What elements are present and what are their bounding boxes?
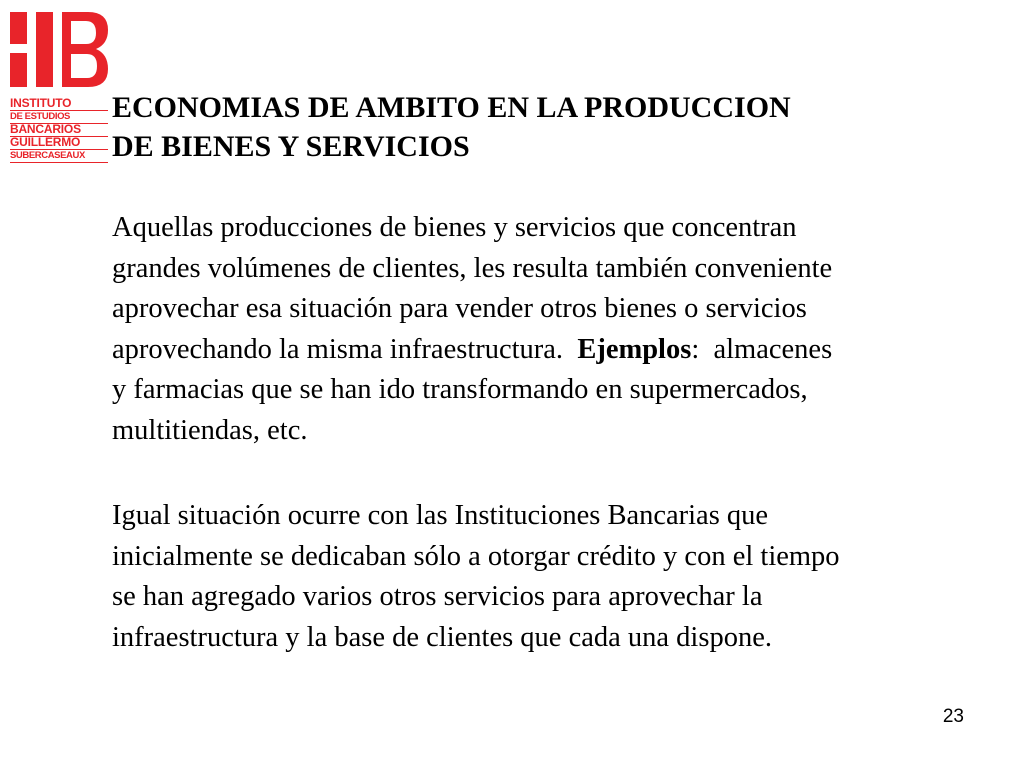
logo-line-4: GUILLERMO xyxy=(10,137,108,150)
paragraph-2-line-3: se han agregado varios otros servicios para aprovechar la xyxy=(112,581,763,612)
paragraph-2-line-4: infraestructura y la base de clientes que cada una dispone. xyxy=(112,621,772,653)
institute-logo xyxy=(10,12,108,162)
paragraph-1-line-5: y farmacias que se han ido transformando en supermercados, xyxy=(112,374,808,405)
paragraph-2 xyxy=(112,496,1002,658)
examples-label: Ejemplos xyxy=(577,333,692,365)
slide-title xyxy=(112,88,791,166)
logo-wordmark xyxy=(10,98,108,163)
slide-title-line-2: DE BIENES Y SERVICIOS xyxy=(112,130,470,163)
paragraph-2-line-1: Igual situación ocurre con las Instituciones Bancarias que xyxy=(112,500,769,531)
paragraph-1-line-4-tail: : almacenes xyxy=(691,333,833,365)
page-number: 23 xyxy=(942,706,964,727)
paragraph-1-line-4 xyxy=(112,330,1002,371)
paragraph-1 xyxy=(112,208,1002,451)
logo-line-1: INSTITUTO xyxy=(10,98,108,111)
paragraph-1-line-1: Aquellas producciones de bienes y servicios que concentran xyxy=(112,212,797,243)
paragraph-2-line-2: inicialmente se dedicaban sólo a otorgar crédito y con el tiempo xyxy=(112,540,840,572)
logo-line-3: BANCARIOS xyxy=(10,124,108,137)
paragraph-1-line-4-text: aprovechando la misma infraestructura. xyxy=(112,333,578,365)
logo-line-5: SUBERCASEAUX xyxy=(10,150,108,163)
paragraph-1-line-3: aprovechar esa situación para vender otros bienes o servicios xyxy=(112,293,807,324)
paragraph-1-line-6: multitiendas, etc. xyxy=(112,414,308,446)
logo-line-2: DE ESTUDIOS xyxy=(10,111,108,124)
paragraph-1-line-2: grandes volúmenes de clientes, les resulta también conveniente xyxy=(112,252,833,284)
ieb-logo-mark xyxy=(10,12,108,96)
slide-title-line-1: ECONOMIAS DE AMBITO EN LA PRODUCCION xyxy=(112,91,791,124)
